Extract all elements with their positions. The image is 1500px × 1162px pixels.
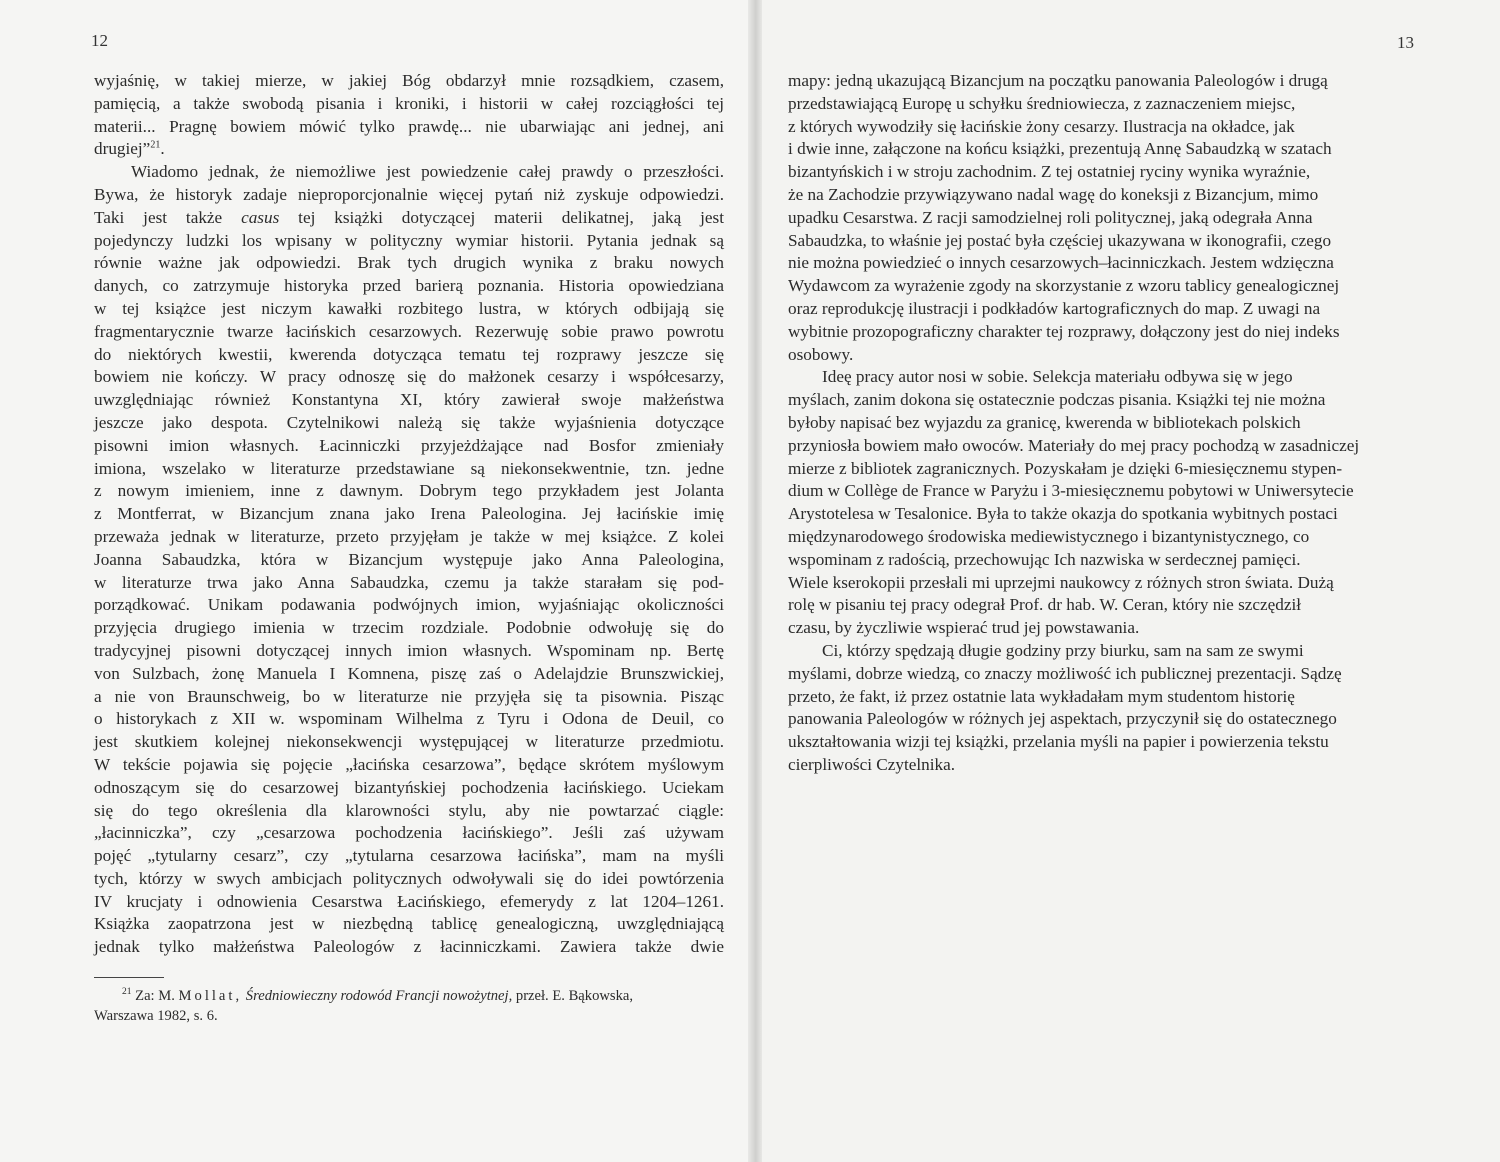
- text-line: imiona, wszelako w literaturze przedstawiane są niekonsekwentnie, tzn. jedne: [94, 458, 724, 478]
- text-line: ukształtowania wizji tej książki, przelania myśli na papier i powierzenia tekstu: [788, 732, 1329, 752]
- footnote: [94, 986, 724, 1026]
- text-line: z nowym imieniem, inne z dawnym. Dobrym tego przykładem jest Jolanta: [94, 481, 724, 501]
- text-line: bizantyńskich i w stroju zachodnim. Z tej ostatniej ryciny wynika wyraźnie,: [788, 162, 1311, 182]
- text-line: międzynarodowego środowiska mediewistycznego i bizantynistycznego, co: [788, 526, 1310, 546]
- text-line: Arystotelesa w Tesalonice. Była to także okazja do spotkania wybitnych postaci: [788, 504, 1338, 524]
- text-line: do niektórych kwestii, kwerenda dotycząca tematu tej rozprawy jeszcze się: [94, 344, 724, 364]
- text-line: osobowy.: [788, 344, 854, 364]
- text-line: równie ważne jak odpowiedzi. Brak tych drugich wynika z braku nowych: [94, 253, 724, 273]
- footnote-title: Średniowieczny rodowód Francji nowożytnej,: [245, 988, 513, 1004]
- text-line: IV krucjaty i odnowienia Cesarstwa Łacińskiego, efemerydy z lat 1204–1261.: [94, 891, 724, 911]
- text-line: przeto, że fakt, iż przez ostatnie lata wykładałam mym studentom historię: [788, 686, 1295, 706]
- text-line: jednak tylko małżeństwa Paleologów z łacinniczkami. Zawiera także dwie: [94, 937, 724, 957]
- text-line: Ci, którzy spędzają długie godziny przy biurku, sam na sam ze swymi: [822, 640, 1304, 660]
- right-page-body: [788, 70, 1420, 777]
- text-line: bowiem nie kończy. W pracy odnoszę się do małżonek cesarzy i współcesarzy,: [94, 367, 724, 387]
- text-line: „łacinniczka”, czy „cesarzowa pochodzenia łacińskiego”. Jeśli zaś używam: [94, 823, 724, 843]
- text-line: wyjaśnię, w takiej mierze, w jakiej Bóg obdarzył mnie rozsądkiem, czasem,: [94, 71, 724, 90]
- text-line: W tekście pojawia się pojęcie „łacińska cesarzowa”, będące skrótem myślowym: [94, 754, 724, 774]
- text-line: w literaturze trwa jako Anna Sabaudzka, czemu ja także starałam się pod-: [94, 572, 724, 592]
- text-line: uwzględniając również Konstantyna XI, który zawierał swoje małżeństwa: [94, 390, 724, 410]
- text-line: myślach, zanim dokona się ostatecznie podczas pisania. Książki tej nie można: [788, 390, 1326, 410]
- footnote-line: [94, 986, 724, 1006]
- text-line: w tej książce jest niczym kawałki rozbitego lustra, w których odbijają się: [94, 298, 724, 318]
- book-gutter: [748, 0, 762, 1162]
- text-line: oraz reprodukcję ilustracji i podkładów kartograficznych do map. Z uwagi na: [788, 298, 1321, 318]
- text-line: czasu, by życzliwie wspierać trud jej powstawania.: [788, 618, 1140, 638]
- text-line: porządkować. Unikam podawania podwójnych imion, wyjaśniając okoliczności: [94, 595, 724, 615]
- text-line: Wydawcom za wyrażenie zgody na skorzystanie z wzoru tablicy genealogicznej: [788, 276, 1340, 296]
- text-line: i dwie inne, załączone na końcu książki, prezentują Annę Sabaudzką w szatach: [788, 139, 1332, 159]
- text-line: jeszcze jako despota. Czytelnikowi należą się także wyjaśnienia dotyczące: [94, 412, 724, 432]
- left-page: [0, 0, 748, 1162]
- footnote-line: Warszawa 1982, s. 6.: [94, 1008, 218, 1024]
- footnote-ref: 21: [150, 139, 161, 151]
- text-span: Taki jest także: [94, 207, 223, 227]
- text-line: o historykach z XII w. wspominam Wilhelma z Tyru i Odona de Deuil, co: [94, 709, 724, 729]
- text-line: wspominam z radością, przechowując Ich nazwiska w serdecznej pamięci.: [788, 549, 1301, 569]
- text-line: [94, 207, 724, 230]
- text-line: tych, którzy w swych ambicjach politycznych odwoływali się do idei powtórzenia: [94, 868, 724, 888]
- text-line: cierpliwości Czytelnika.: [788, 754, 956, 774]
- text-line: byłoby napisać bez wyjazdu za granicę, kwerenda w bibliotekach polskich: [788, 412, 1301, 432]
- page-number-left: 12: [91, 31, 108, 50]
- text-line: dium w Collège de France w Paryżu i 3-miesięcznemu pobytowi w Uniwersytecie: [788, 481, 1354, 501]
- text-line: pamięcią, a także swobodą pisania i kroniki, i historii w całej rozciągłości tej: [94, 93, 724, 113]
- text-line: materii... Pragnę bowiem mówić tylko prawdę... nie ubarwiając ani jednej, ani: [94, 116, 724, 136]
- text-line: upadku Cesarstwa. Z racji samodzielnej roli politycznej, jaką odegrała Anna: [788, 207, 1313, 227]
- text-line: z Montferrat, w Bizancjum znana jako Irena Paleologina. Jej łacińskie imię: [94, 504, 724, 524]
- text-line: danych, co zatrzymuje historyka przed barierą poznania. Historia opowiedziana: [94, 276, 724, 296]
- text-line: przyjęcia drugiego imienia w trzecim rozdziale. Podobnie odwołuję się do: [94, 618, 724, 638]
- text-line: myślami, dobrze wiedzą, co znaczy możliwość ich publicznej prezentacji. Sądzę: [788, 663, 1342, 683]
- text-line: Wiadomo jednak, że niemożliwe jest powiedzenie całej prawdy o przeszłości.: [131, 162, 724, 182]
- text-line: że na Zachodzie przywiązywano nadal wagę do koneksji z Bizancjum, mimo: [788, 184, 1319, 204]
- text-line: drugiej”$^{21}$.: [94, 139, 165, 159]
- text-line: z których wywodziły się łacińskie żony cesarzy. Ilustracja na okładce, jak: [788, 116, 1295, 136]
- footnote-author: Mollat,: [178, 988, 243, 1004]
- text-line: fragmentarycznie twarze łacińskich cesarzowych. Rezerwuję sobie prawo powrotu: [94, 321, 724, 341]
- text-line: panowania Paleologów w różnych jej aspektach, przyczynił się do ostatecznego: [788, 709, 1337, 729]
- footnote-suffix: przeł. E. Bąkowska,: [515, 988, 634, 1004]
- text-line: przeważa jednak w literaturze, przeto przyjęłam je także w mej książce. Z kolei: [94, 526, 724, 546]
- text-line: mierze z bibliotek zagranicznych. Pozyskałam je dzięki 6-miesięcznemu stypen-: [788, 458, 1343, 478]
- text-line: Wiele kserokopii przesłali mi uprzejmi naukowcy z różnych stron świata. Dużą: [788, 572, 1334, 592]
- text-line: tradycyjnej pisowni dotyczącej innych imion własnych. Wspominam np. Bertę: [94, 640, 724, 660]
- text-line: nie można powiedzieć o innych cesarzowych–łacinniczkach. Jestem wdzięczna: [788, 253, 1334, 273]
- text-line: pisowni imion własnych. Łacinniczki przyjeżdżające nad Bosfor zmieniały: [94, 435, 724, 455]
- footnote-prefix: Za: M.: [135, 988, 175, 1004]
- text-line: Joanna Sabaudzka, która w Bizancjum występuje jako Anna Paleologina,: [94, 549, 724, 569]
- text-line: wybitnie prozopograficzny charakter tej rozprawy, dołączony jest do niej indeks: [788, 321, 1340, 341]
- text-span: tej książki dotyczącej materii delikatnej, jaką jest: [298, 207, 725, 227]
- text-line: von Sulzbach, żonę Manuela I Komnena, piszę zaś o Adelajdzie Brunszwickiej,: [94, 663, 724, 683]
- text-line: jest skutkiem kolejnej niekonsekwencji występującej w literaturze przedmiotu.: [94, 732, 724, 752]
- text-line: się do tego określenia dla klarowności stylu, aby nie powtarzać ciągle:: [94, 800, 724, 820]
- text-line: a nie von Braunschweig, bo w literaturze nie przyjęła się ta pisownia. Pisząc: [94, 686, 724, 706]
- text-line: rolę w pisaniu tej pracy odegrał Prof. dr hab. W. Ceran, który nie szczędził: [788, 595, 1302, 615]
- page-number-right: 13: [1397, 33, 1414, 52]
- text-line: przedstawiającą Europę u schyłku średniowiecza, z zaznaczeniem miejsc,: [788, 93, 1296, 113]
- italic-word: casus: [241, 207, 280, 227]
- footnote-number: 21: [122, 987, 132, 998]
- text-line: Bywa, że historyk zadaje nieproporcjonalnie więcej pytań niż zyskuje odpowiedzi.: [94, 184, 724, 204]
- text-line: Ideę pracy autor nosi w sobie. Selekcja materiału odbywa się w jego: [822, 367, 1293, 387]
- text-line: mapy: jedną ukazującą Bizancjum na początku panowania Paleologów i drugą: [788, 71, 1328, 90]
- text-line: pojedynczy ludzki los wpisany w polityczny wymiar historii. Pytania jednak są: [94, 230, 724, 250]
- text-line: odnoszącym się do cesarzowej bizantyńskiej pochodzenia łacińskiego. Uciekam: [94, 777, 724, 797]
- text-line: Sabaudzka, to właśnie jej postać była częściej ukazywana w ikonografii, czego: [788, 230, 1332, 250]
- text-line: przyniosła bowiem mało owoców. Materiały do mej pracy pochodzą w zasadniczej: [788, 435, 1360, 455]
- footnote-rule: [94, 977, 164, 978]
- left-page-body: [94, 70, 724, 959]
- text-line: Książka zaopatrzona jest w niezbędną tablicę genealogiczną, uwzględniającą: [94, 914, 724, 934]
- quote-end: drugiej”: [94, 139, 151, 159]
- text-line: pojęć „tytularny cesarz”, czy „tytularna cesarzowa łacińska”, mam na myśli: [94, 846, 724, 866]
